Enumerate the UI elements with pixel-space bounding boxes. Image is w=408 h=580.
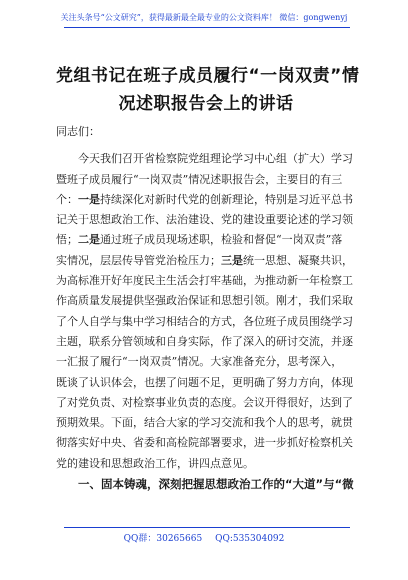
page-header (0, 0, 408, 38)
body-line (56, 149, 356, 169)
body-text: 彻落实好中央、省委和高检院部署要求，进一步抓好检察机关 (56, 436, 353, 450)
body-text: 党的建设和思想政治工作，讲四点意见。 (56, 456, 254, 470)
header-divider (64, 27, 350, 28)
body-text: 暨班子成员履行“一岗双责”情况述职报告会，主要目的有三 (56, 172, 343, 186)
body-line (56, 312, 356, 332)
body-line (56, 454, 356, 474)
body-text: 实情况，层层传导管党治检压力； (56, 253, 221, 267)
enumeration-marker: 一是 (78, 192, 100, 206)
body-text: 通过班子成员现场述职，检验和督促“一岗双责”落 (100, 233, 343, 247)
body-text: 作高质量发展提供坚强政治保证和思想引领。刚才，我们采取 (56, 294, 353, 308)
body-text: 个： (56, 192, 78, 206)
title-line-2: 况述职报告会上的讲话 (118, 94, 294, 114)
body-text: 了对党负责、对检察事业负责的态度。会议开得很好，达到了 (56, 395, 353, 409)
body-line (56, 393, 356, 413)
body-line (56, 190, 356, 210)
body-line (56, 271, 356, 291)
body-line (56, 170, 356, 190)
body-line (56, 352, 356, 372)
document-body (56, 122, 356, 494)
body-line (56, 251, 356, 271)
page-footer (0, 531, 408, 544)
document-title (56, 62, 360, 118)
body-text: 记关于思想政治工作、法治建设、党的建设重要论述的学习领 (56, 213, 353, 227)
body-line (56, 210, 356, 230)
body-text: 主题，联系分管领域和自身实际，作了深入的研讨交流，并逐 (56, 334, 353, 348)
body-text: 预期效果。下面，结合大家的学习交流和我个人的思考，就贯 (56, 416, 353, 430)
body-text: 悟； (56, 233, 78, 247)
body-line (56, 373, 356, 393)
enumeration-marker: 三是 (221, 253, 243, 267)
body-line (56, 230, 356, 250)
footer-qq-group: QQ群：30265665 (123, 534, 203, 544)
body-text: 统一思想、凝聚共识， (243, 253, 353, 267)
body-line (56, 413, 356, 433)
body-text: 为高标准开好年度民主生活会打牢基础，为推动新一年检察工 (56, 274, 353, 288)
body-line (56, 291, 356, 311)
body-text: 持续深化对新时代党的创新理论，特别是习近平总书 (100, 192, 353, 206)
footer-divider (64, 527, 350, 528)
section-heading-1: 一、固本铸魂，深刻把握思想政治工作的“大道”与“微 (78, 477, 354, 492)
body-text: 今天我们召开省检察院党组理论学习中心组（扩大）学习 (78, 152, 353, 166)
title-line-1: 党组书记在班子成员履行“一岗双责”情 (56, 66, 360, 86)
body-line (56, 332, 356, 352)
header-banner: 关注头条号“公文研究”，获得最新最全最专业的公文资料库！ 微信：gongwenyj (60, 13, 348, 22)
body-paragraph (56, 149, 356, 474)
body-line (56, 433, 356, 453)
body-text: 了个人自学与集中学习相结合的方式，各位班子成员围绕学习 (56, 314, 353, 328)
enumeration-marker: 二是 (78, 233, 100, 247)
footer-qq: QQ:535304092 (215, 534, 285, 544)
body-text: 一汇报了履行“一岗双责”情况。大家准备充分，思考深入， (56, 355, 343, 369)
salutation: 同志们： (56, 125, 100, 138)
body-text: 既谈了认识体会，也摆了问题不足，更明确了努力方向，体现 (56, 375, 353, 389)
